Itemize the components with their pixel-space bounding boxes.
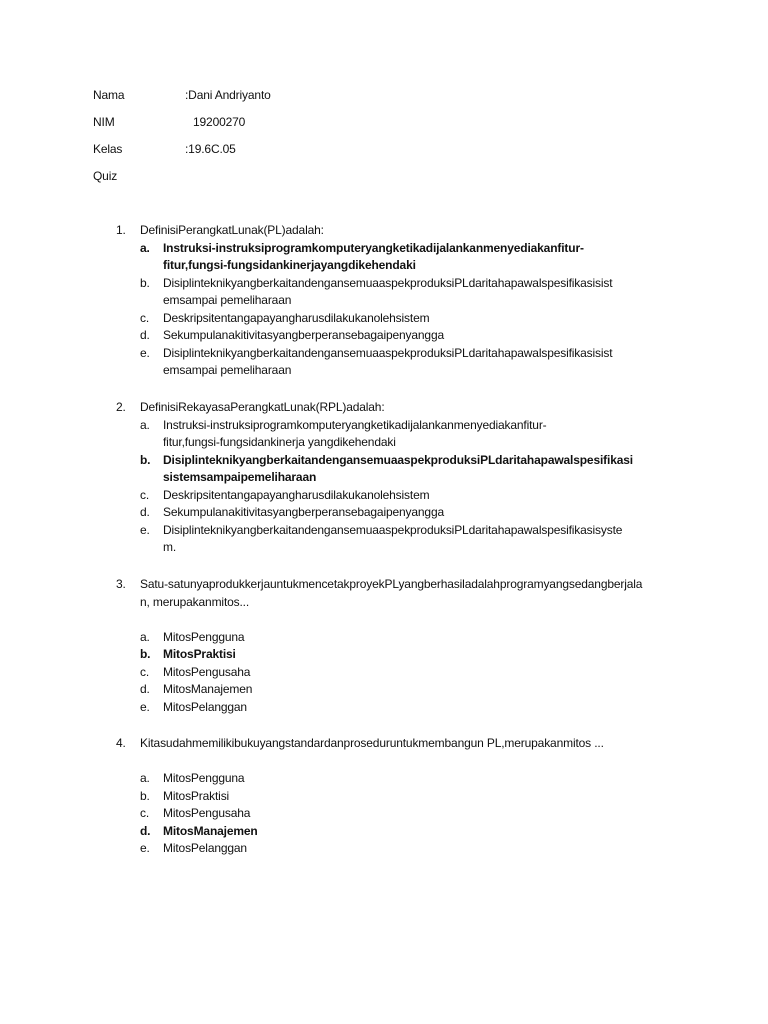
quiz-label: Quiz <box>93 169 118 183</box>
option-letter: b. <box>140 275 150 290</box>
option-letter: c. <box>140 664 150 679</box>
option-text: MitosPengusaha <box>163 664 251 679</box>
option-text: Instruksi-instruksiprogramkomputeryangketikadijalankanmenyediakanfitur-fitur,fungsi-fungsidankinerja yangdikehendaki <box>163 417 547 449</box>
option-text: Sekumpulanakitivitasyangberperansebagaipenyangga <box>163 328 445 342</box>
option-letter: a. <box>140 771 150 785</box>
option-e <box>0 699 768 717</box>
option-a <box>0 770 768 788</box>
option-letter: d. <box>140 823 151 838</box>
option-letter: d. <box>140 328 150 342</box>
option-c <box>0 310 768 328</box>
option-letter: c. <box>140 487 150 502</box>
option-text: MitosManajemen <box>163 682 253 696</box>
option-text: MitosPengguna <box>163 629 245 644</box>
option-letter: d. <box>140 505 150 519</box>
question-text: Kitasudahmemilikibukuyangstandardanproseduruntukmembangun PL,merupakanmitos ... <box>140 736 604 750</box>
options-list <box>0 417 768 557</box>
option-letter: b. <box>140 452 151 467</box>
option-letter: e. <box>140 699 150 714</box>
nim-label: NIM <box>93 115 115 129</box>
option-e <box>0 345 768 380</box>
option-letter: e. <box>140 522 150 537</box>
option-text: DisiplinteknikyangberkaitandengansemuaaspekproduksiPLdaritahapawalspesifikasisistemsampai pemeliharaan <box>163 345 613 377</box>
option-d <box>0 327 768 345</box>
option-text: DisiplinteknikyangberkaitandengansemuaaspekproduksiPLdaritahapawalspesifikasisistemsampai pemeliharaan <box>163 275 613 307</box>
option-c <box>0 487 768 505</box>
option-text: MitosPraktisi <box>163 647 236 661</box>
question-number: 4. <box>116 736 126 750</box>
question-text: Satu-satunyaprodukkerjauntukmencetakproyekPLyangberhasiladalahprogramyangsedangberjalan, merupakanmitos... <box>140 577 643 609</box>
option-text: Deskripsitentangapayangharusdilakukanolehsistem <box>163 487 430 502</box>
option-b <box>0 452 768 487</box>
question-number: 3. <box>116 577 126 591</box>
question-number: 2. <box>116 400 126 414</box>
option-letter: e. <box>140 841 150 855</box>
option-text: MitosPelanggan <box>163 841 247 855</box>
option-a <box>0 240 768 275</box>
nama-label: Nama <box>93 88 125 102</box>
option-text: DisiplinteknikyangberkaitandengansemuaaspekproduksiPLdaritahapawalspesifikasisystem. <box>163 522 623 554</box>
option-b <box>0 275 768 310</box>
option-letter: c. <box>140 310 150 325</box>
option-e <box>0 522 768 557</box>
option-letter: c. <box>140 806 150 820</box>
option-text: DisiplinteknikyangberkaitandengansemuaaspekproduksiPLdaritahapawalspesifikasisistemsampaipemeliharaan <box>163 452 633 484</box>
option-text: Deskripsitentangapayangharusdilakukanolehsistem <box>163 310 430 325</box>
kelas-value: :19.6C.05 <box>185 142 236 156</box>
question-number: 1. <box>116 223 126 237</box>
option-d <box>0 823 768 841</box>
option-text: MitosManajemen <box>163 823 258 838</box>
option-e <box>0 840 768 858</box>
option-b <box>0 646 768 664</box>
options-list <box>0 240 768 380</box>
option-letter: b. <box>140 788 150 803</box>
options-list <box>0 629 768 717</box>
option-text: Instruksi-instruksiprogramkomputeryangketikadijalankanmenyediakanfitur-fitur,fungsi-fungsidankinerjayangdikehendaki <box>163 240 584 272</box>
option-letter: a. <box>140 417 150 432</box>
option-text: MitosPraktisi <box>163 788 230 803</box>
option-b <box>0 788 768 806</box>
option-d <box>0 681 768 699</box>
option-a <box>0 417 768 452</box>
option-text: Sekumpulanakitivitasyangberperansebagaipenyangga <box>163 505 445 519</box>
kelas-label: Kelas <box>93 142 123 156</box>
option-text: MitosPelanggan <box>163 699 247 714</box>
option-letter: d. <box>140 682 150 696</box>
option-letter: e. <box>140 345 150 360</box>
question-text: DefinisiPerangkatLunak(PL)adalah: <box>140 223 324 237</box>
option-a <box>0 629 768 647</box>
nim-value: 19200270 <box>193 115 246 129</box>
question-text: DefinisiRekayasaPerangkatLunak(RPL)adalah: <box>140 400 385 414</box>
option-letter: b. <box>140 647 151 661</box>
option-c <box>0 664 768 682</box>
nama-value: :Dani Andriyanto <box>185 88 271 102</box>
option-text: MitosPengusaha <box>163 806 251 820</box>
option-d <box>0 504 768 522</box>
option-c <box>0 805 768 823</box>
option-letter: a. <box>140 629 150 644</box>
option-letter: a. <box>140 240 150 255</box>
options-list <box>0 770 768 858</box>
option-text: MitosPengguna <box>163 771 245 785</box>
